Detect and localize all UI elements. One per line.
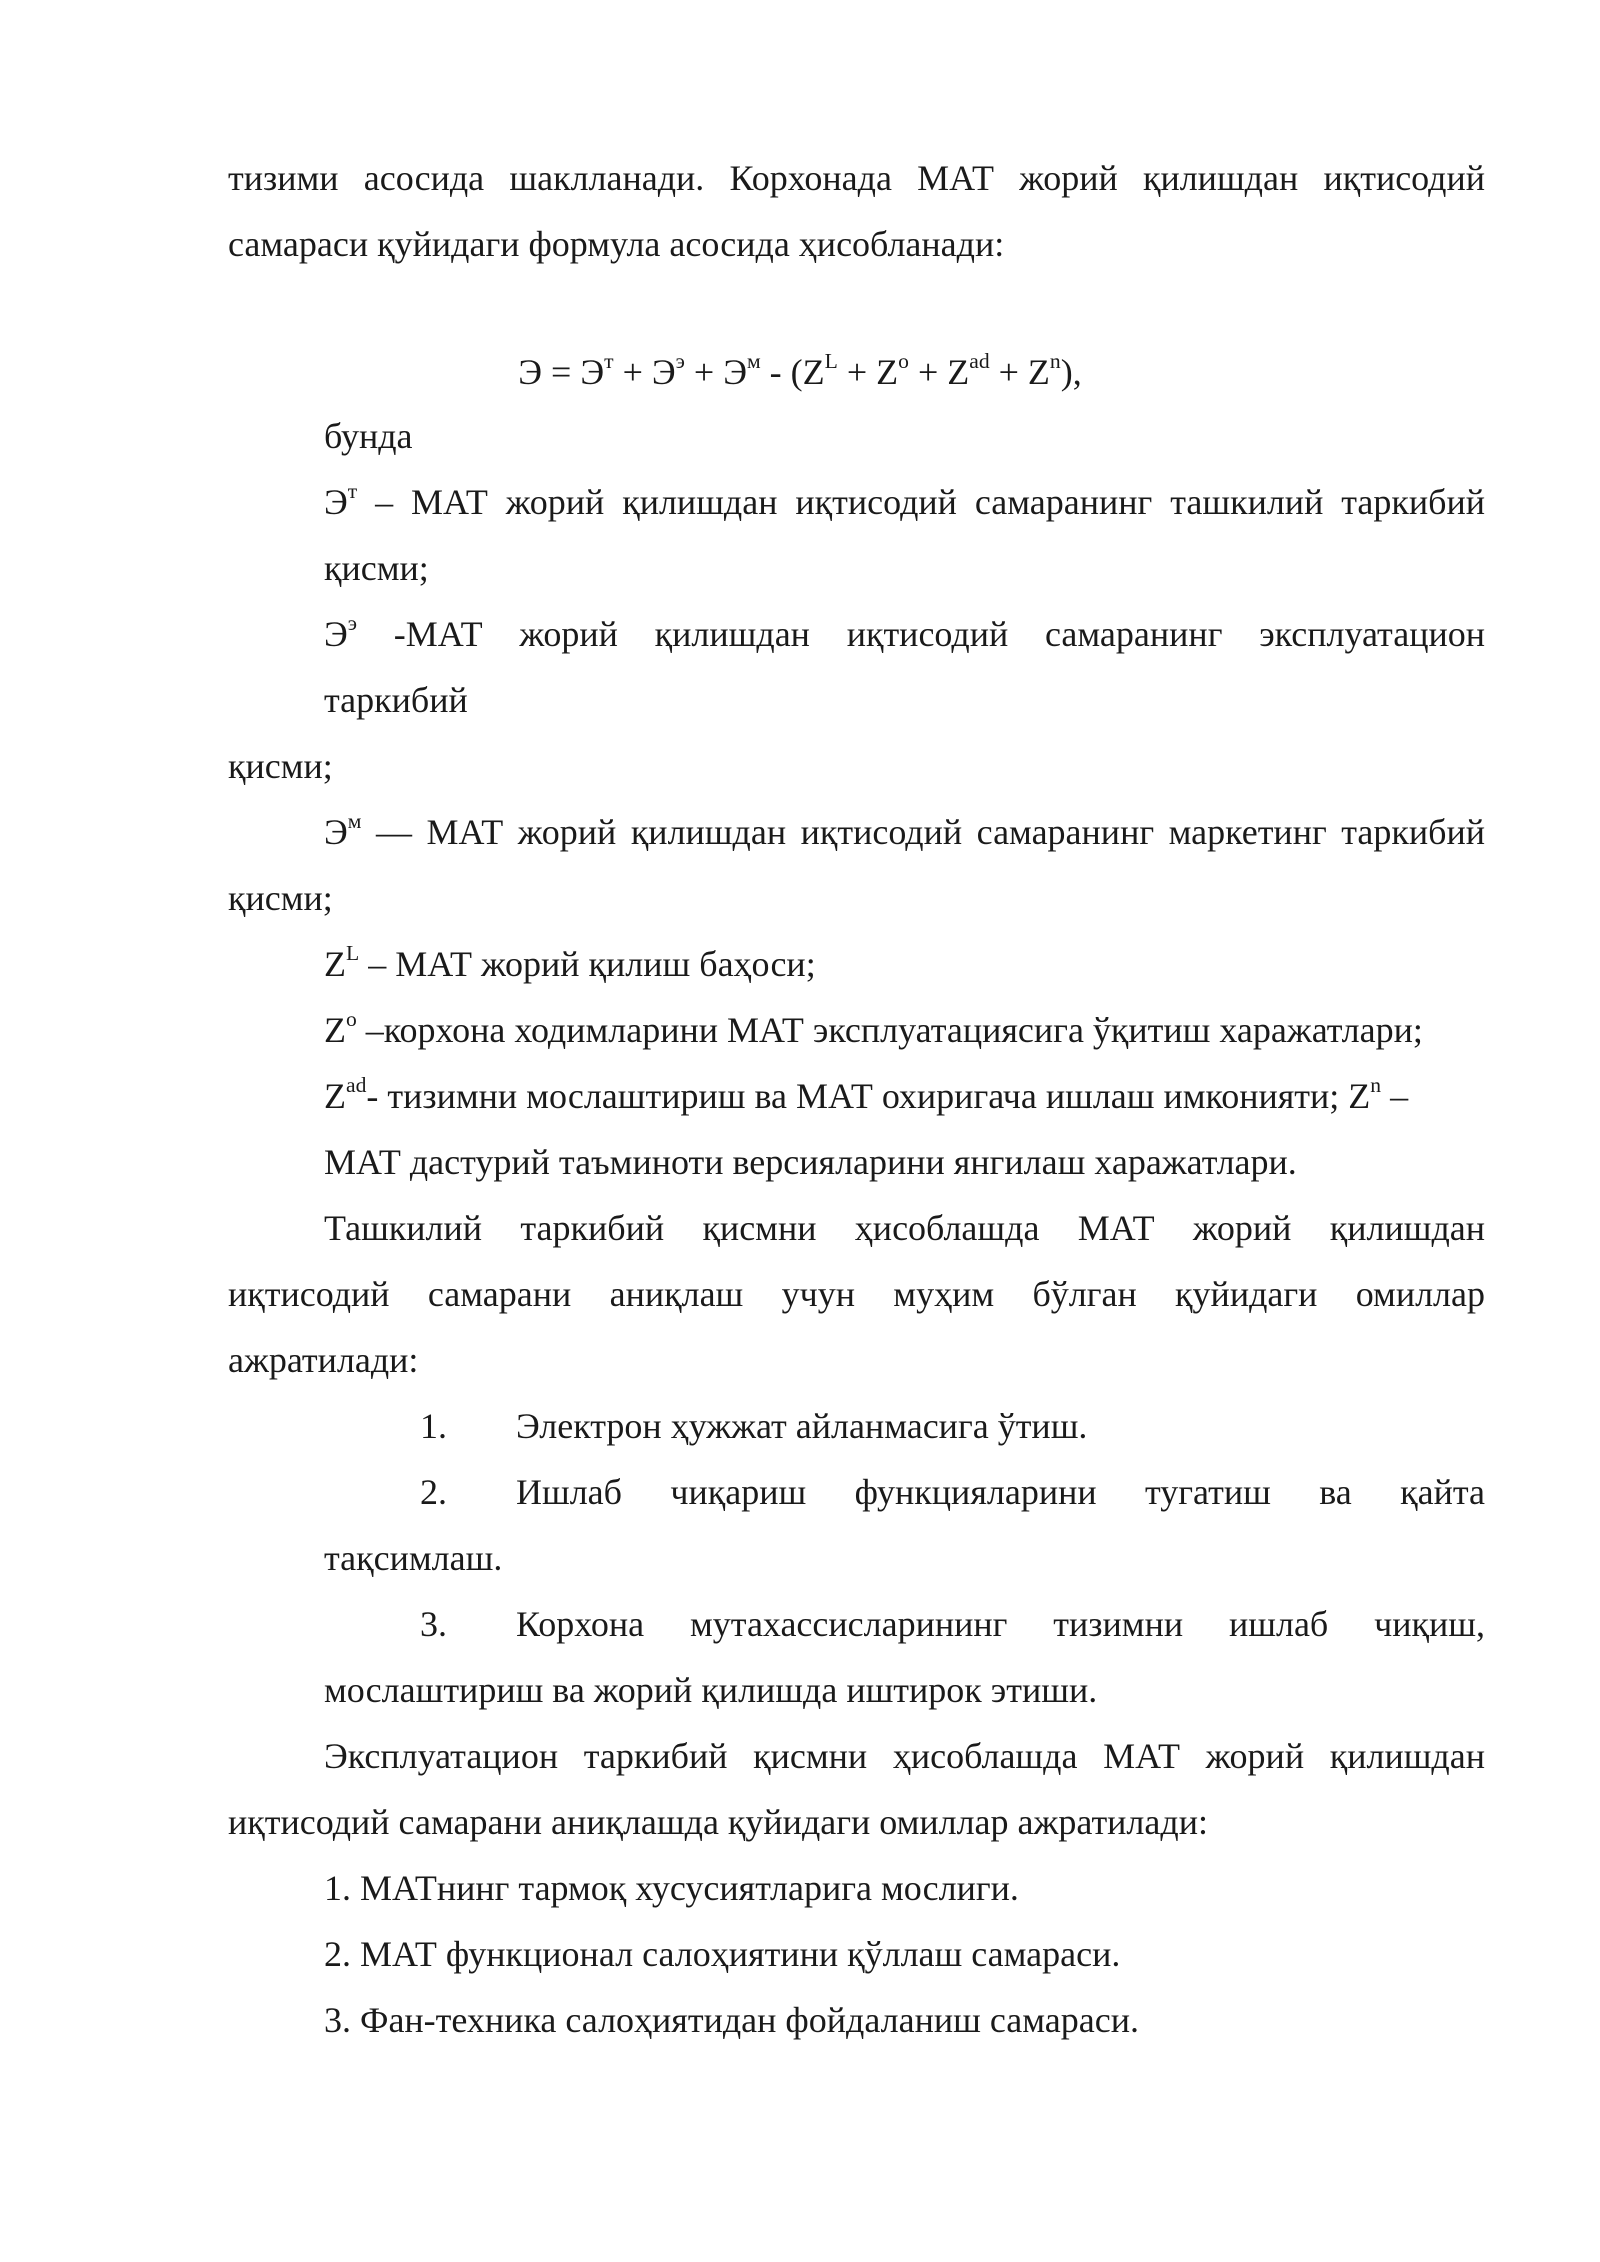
definition-zo: $Z^o$ –корхона ходимларини МАТ эксплуатациясига ўқитиш харажатлари; <box>324 1006 1423 1050</box>
org-item-3-number: 3. <box>420 1604 447 1644</box>
org-section-line-1: Ташкилий таркибий қисмни ҳисоблашда МАТ жорий қилишдан <box>324 1208 1485 1248</box>
definition-em-line-2: қисми; <box>228 878 333 918</box>
definition-em-line-1: $Э^м$ — МАТ жорий қилишдан иқтисодий самаранинг маркетинг таркибий <box>324 808 1485 852</box>
org-section-line-3: ажратилади: <box>228 1340 419 1380</box>
org-item-2-continuation: тақсимлаш. <box>324 1538 503 1578</box>
org-item-1-number: 1. <box>420 1406 447 1446</box>
definition-ee-line-3: қисми; <box>228 746 333 786</box>
org-item-2-number: 2. <box>420 1472 447 1512</box>
org-section-line-2: иқтисодий самарани аниқлаш учун муҳим бўлган қуйидаги омиллар <box>228 1274 1485 1314</box>
definition-zn: МАТ дастурий таъминоти версияларини янгилаш харажатлари. <box>324 1142 1297 1182</box>
intro-line-2: самараси қуйидаги формула асосида ҳисобланади: <box>228 224 1005 264</box>
definition-et-line-1: $Э^т$ – МАТ жорий қилишдан иқтисодий самаранинг ташкилий таркибий <box>324 478 1485 522</box>
exp-item-1: 1. МАТнинг тармоқ хусусиятларига мослиги. <box>324 1868 1019 1908</box>
definition-ee-line-2: таркибий <box>324 680 468 720</box>
exp-item-2: 2. МАТ функционал салоҳиятини қўллаш самараси. <box>324 1934 1121 1974</box>
org-item-1-text: Электрон ҳужжат айланмасига ўтиш. <box>516 1406 1088 1446</box>
definition-zl: $Z^L$ – МАТ жорий қилиш баҳоси; <box>324 940 816 984</box>
definition-zad: $Z^{ad}-$ тизимни мослаштириш ва МАТ охиригача ишлаш имконияти; $Z^n$ – <box>324 1072 1409 1116</box>
where-label: бунда <box>324 416 413 456</box>
exp-item-3: 3. Фан-техника салоҳиятидан фойдаланиш самараси. <box>324 2000 1139 2040</box>
exp-section-line-1: Эксплуатацион таркибий қисмни ҳисоблашда МАТ жорий қилишдан <box>324 1736 1485 1776</box>
intro-line-1: тизими асосида шаклланади. Корхонада МАТ жорий қилишдан иқтисодий <box>228 158 1485 198</box>
exp-section-line-2: иқтисодий самарани аниқлашда қуйидаги омиллар ажратилади: <box>228 1802 1208 1842</box>
org-item-3-continuation: мослаштириш ва жорий қилишда иштирок этиши. <box>324 1670 1098 1710</box>
org-item-3-text: Корхона мутахассисларининг тизимни ишлаб чиқиш, <box>516 1604 1485 1644</box>
org-item-2-text: Ишлаб чиқариш функцияларини тугатиш ва қайта <box>516 1472 1485 1512</box>
definition-et-line-2: қисми; <box>324 548 429 588</box>
definition-ee-line-1: $Э^э$ -МАТ жорий қилишдан иқтисодий самаранинг эксплуатацион <box>324 610 1485 654</box>
formula: $Э = Э^т + Э^э + Э^м - (Z^L + Z^o + Z^{ad} + Z^n)$, <box>518 348 1082 392</box>
